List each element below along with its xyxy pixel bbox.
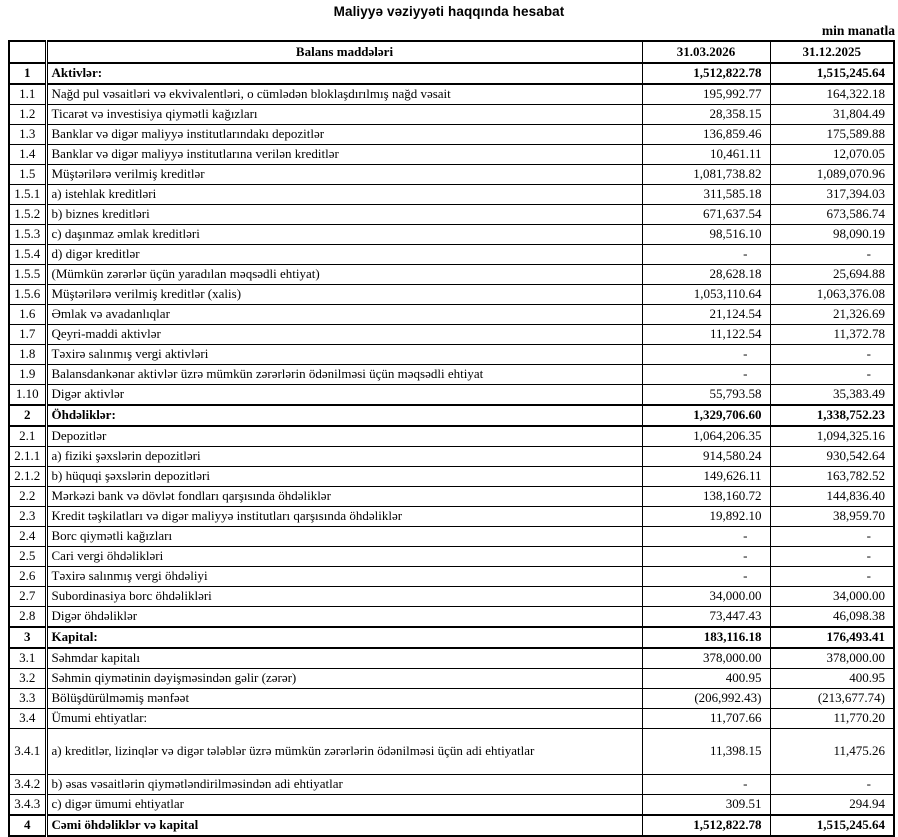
value-cell-31-12-2025: 175,589.88 [770, 125, 894, 145]
row-number-cell: 1.5.3 [9, 225, 46, 245]
value-cell-31-12-2025: - [770, 527, 894, 547]
value-cell-31-03-2026: 11,707.66 [642, 709, 770, 729]
value-cell-31-12-2025: 21,326.69 [770, 305, 894, 325]
row-number-cell: 2.2 [9, 487, 46, 507]
value-cell-31-03-2026: 19,892.10 [642, 507, 770, 527]
value-cell-31-12-2025: 11,770.20 [770, 709, 894, 729]
row-label-cell: Nağd pul vəsaitləri və ekvivalentləri, o cümlədən bloklaşdırılmış nağd vəsait [46, 84, 642, 105]
value-cell-31-03-2026: (206,992.43) [642, 689, 770, 709]
table-header [9, 41, 894, 63]
row-number-cell: 1 [9, 63, 46, 84]
value-cell-31-12-2025: - [770, 775, 894, 795]
row-number-cell: 2.7 [9, 587, 46, 607]
value-cell-31-12-2025: 46,098.38 [770, 607, 894, 628]
balance-sheet-table [8, 40, 895, 837]
value-cell-31-12-2025: 294.94 [770, 795, 894, 816]
row-label-cell: Digər öhdəliklər [46, 607, 642, 628]
row-number-cell: 1.5.6 [9, 285, 46, 305]
value-cell-31-03-2026: - [642, 775, 770, 795]
value-cell-31-03-2026: - [642, 567, 770, 587]
row-number-cell: 2.1.1 [9, 447, 46, 467]
value-cell-31-03-2026: 671,637.54 [642, 205, 770, 225]
row-label-cell: (Mümkün zərərlər üçün yaradılan məqsədli ehtiyat) [46, 265, 642, 285]
value-cell-31-12-2025: 673,586.74 [770, 205, 894, 225]
row-number-cell: 1.9 [9, 365, 46, 385]
row-label-cell: Səhmin qiymətinin dəyişməsindən gəlir (zərər) [46, 669, 642, 689]
value-cell-31-03-2026: 1,053,110.64 [642, 285, 770, 305]
row-number-cell: 1.1 [9, 84, 46, 105]
unit-note: min manatla [821, 23, 895, 38]
value-cell-31-12-2025: - [770, 365, 894, 385]
value-cell-31-03-2026: - [642, 365, 770, 385]
row-label-cell: Balansdankənar aktivlər üzrə mümkün zərərlərin ödənilməsi üçün məqsədli ehtiyat [46, 365, 642, 385]
row-label-cell: Cari vergi öhdəlikləri [46, 547, 642, 567]
value-cell-31-12-2025: 1,063,376.08 [770, 285, 894, 305]
table-row [9, 447, 894, 467]
value-cell-31-12-2025: 317,394.03 [770, 185, 894, 205]
value-cell-31-03-2026: 21,124.54 [642, 305, 770, 325]
page-title: Maliyyə vəziyyəti haqqında hesabat [333, 4, 565, 19]
value-cell-31-12-2025: - [770, 547, 894, 567]
table-row [9, 795, 894, 816]
table-row [9, 125, 894, 145]
row-label-cell: d) digər kreditlər [46, 245, 642, 265]
value-cell-31-12-2025: 176,493.41 [770, 627, 894, 648]
table-row [9, 265, 894, 285]
row-number-cell: 1.6 [9, 305, 46, 325]
table-row [9, 507, 894, 527]
row-number-cell: 2.5 [9, 547, 46, 567]
value-cell-31-03-2026: 195,992.77 [642, 84, 770, 105]
table-row [9, 165, 894, 185]
row-number-cell: 1.5.2 [9, 205, 46, 225]
header-balance-items: Balans maddələri [46, 41, 642, 63]
value-cell-31-03-2026: 914,580.24 [642, 447, 770, 467]
value-cell-31-03-2026: 136,859.46 [642, 125, 770, 145]
table-row [9, 547, 894, 567]
row-label-cell: a) kreditlər, lizinqlər və digər tələblər üzrə mümkün zərərlərin ödənilməsi üçün adi ehtiyatlar [46, 729, 642, 775]
row-label-cell: a) istehlak kreditləri [46, 185, 642, 205]
value-cell-31-12-2025: 11,372.78 [770, 325, 894, 345]
row-label-cell: Subordinasiya borc öhdəlikləri [46, 587, 642, 607]
value-cell-31-12-2025: 25,694.88 [770, 265, 894, 285]
header-date-31-12-2025: 31.12.2025 [770, 41, 894, 63]
row-label-cell: a) fiziki şəxslərin depozitləri [46, 447, 642, 467]
value-cell-31-03-2026: 28,628.18 [642, 265, 770, 285]
table-row [9, 567, 894, 587]
value-cell-31-03-2026: 1,081,738.82 [642, 165, 770, 185]
row-label-cell: Mərkəzi bank və dövlət fondları qarşısında öhdəliklər [46, 487, 642, 507]
row-label-cell: Qeyri-maddi aktivlər [46, 325, 642, 345]
row-label-cell: Depozitlər [46, 426, 642, 447]
row-number-cell: 1.10 [9, 385, 46, 406]
table-body [9, 63, 894, 836]
row-number-cell: 1.2 [9, 105, 46, 125]
table-row [9, 145, 894, 165]
value-cell-31-03-2026: 11,398.15 [642, 729, 770, 775]
value-cell-31-03-2026: 1,512,822.78 [642, 815, 770, 836]
table-row [9, 225, 894, 245]
header-row-number [9, 41, 46, 63]
value-cell-31-03-2026: 1,512,822.78 [642, 63, 770, 84]
table-row [9, 185, 894, 205]
value-cell-31-12-2025: 144,836.40 [770, 487, 894, 507]
row-label-cell: Təxirə salınmış vergi öhdəliyi [46, 567, 642, 587]
table-row [9, 84, 894, 105]
value-cell-31-03-2026: 73,447.43 [642, 607, 770, 628]
value-cell-31-12-2025: 35,383.49 [770, 385, 894, 406]
row-number-cell: 2.4 [9, 527, 46, 547]
row-label-cell: b) əsas vəsaitlərin qiymətləndirilməsindən adi ehtiyatlar [46, 775, 642, 795]
value-cell-31-03-2026: 1,064,206.35 [642, 426, 770, 447]
row-number-cell: 3.1 [9, 648, 46, 669]
row-label-cell: Təxirə salınmış vergi aktivləri [46, 345, 642, 365]
row-label-cell: b) hüquqi şəxslərin depozitləri [46, 467, 642, 487]
table-row [9, 527, 894, 547]
table-row [9, 426, 894, 447]
header-date-31-03-2026: 31.03.2026 [642, 41, 770, 63]
value-cell-31-12-2025: 400.95 [770, 669, 894, 689]
row-label-cell: b) biznes kreditləri [46, 205, 642, 225]
value-cell-31-03-2026: 309.51 [642, 795, 770, 816]
value-cell-31-12-2025: 31,804.49 [770, 105, 894, 125]
table-row [9, 325, 894, 345]
table-row [9, 63, 894, 84]
row-label-cell: Ümumi ehtiyatlar: [46, 709, 642, 729]
value-cell-31-12-2025: (213,677.74) [770, 689, 894, 709]
table-row [9, 345, 894, 365]
row-number-cell: 2.6 [9, 567, 46, 587]
table-row [9, 285, 894, 305]
value-cell-31-12-2025: 163,782.52 [770, 467, 894, 487]
row-number-cell: 2.8 [9, 607, 46, 628]
value-cell-31-12-2025: 378,000.00 [770, 648, 894, 669]
row-number-cell: 3.4.2 [9, 775, 46, 795]
row-number-cell: 1.8 [9, 345, 46, 365]
row-label-cell: Banklar və digər maliyyə institutlarına verilən kreditlər [46, 145, 642, 165]
table-row [9, 305, 894, 325]
value-cell-31-03-2026: - [642, 245, 770, 265]
row-number-cell: 2 [9, 405, 46, 426]
value-cell-31-03-2026: 183,116.18 [642, 627, 770, 648]
row-label-cell: Kredit təşkilatları və digər maliyyə institutları qarşısında öhdəliklər [46, 507, 642, 527]
table-row [9, 467, 894, 487]
table-row [9, 385, 894, 406]
row-number-cell: 1.5.4 [9, 245, 46, 265]
table-row [9, 669, 894, 689]
value-cell-31-12-2025: 164,322.18 [770, 84, 894, 105]
value-cell-31-12-2025: - [770, 245, 894, 265]
value-cell-31-03-2026: 311,585.18 [642, 185, 770, 205]
value-cell-31-12-2025: 1,089,070.96 [770, 165, 894, 185]
value-cell-31-03-2026: 1,329,706.60 [642, 405, 770, 426]
row-label-cell: Banklar və digər maliyyə institutlarındakı depozitlər [46, 125, 642, 145]
value-cell-31-12-2025: 1,094,325.16 [770, 426, 894, 447]
value-cell-31-12-2025: 34,000.00 [770, 587, 894, 607]
table-row [9, 607, 894, 628]
value-cell-31-12-2025: 38,959.70 [770, 507, 894, 527]
row-number-cell: 2.3 [9, 507, 46, 527]
table-row [9, 205, 894, 225]
row-label-cell: Öhdəliklər: [46, 405, 642, 426]
value-cell-31-12-2025: 1,515,245.64 [770, 815, 894, 836]
table-row [9, 105, 894, 125]
table-row [9, 365, 894, 385]
row-label-cell: Bölüşdürülməmiş mənfəət [46, 689, 642, 709]
value-cell-31-03-2026: 378,000.00 [642, 648, 770, 669]
value-cell-31-12-2025: - [770, 567, 894, 587]
row-number-cell: 3.4.3 [9, 795, 46, 816]
row-label-cell: Müştərilərə verilmiş kreditlər (xalis) [46, 285, 642, 305]
value-cell-31-03-2026: 34,000.00 [642, 587, 770, 607]
value-cell-31-12-2025: 1,338,752.23 [770, 405, 894, 426]
value-cell-31-03-2026: 55,793.58 [642, 385, 770, 406]
value-cell-31-12-2025: 1,515,245.64 [770, 63, 894, 84]
row-label-cell: Əmlak və avadanlıqlar [46, 305, 642, 325]
row-label-cell: Kapital: [46, 627, 642, 648]
value-cell-31-03-2026: 11,122.54 [642, 325, 770, 345]
row-label-cell: Cəmi öhdəliklər və kapital [46, 815, 642, 836]
value-cell-31-03-2026: - [642, 527, 770, 547]
row-number-cell: 4 [9, 815, 46, 836]
row-number-cell: 1.5.1 [9, 185, 46, 205]
value-cell-31-03-2026: 28,358.15 [642, 105, 770, 125]
value-cell-31-12-2025: - [770, 345, 894, 365]
table-row [9, 587, 894, 607]
table-row [9, 729, 894, 775]
row-label-cell: Borc qiymətli kağızları [46, 527, 642, 547]
row-label-cell: c) daşınmaz əmlak kreditləri [46, 225, 642, 245]
value-cell-31-03-2026: 138,160.72 [642, 487, 770, 507]
row-number-cell: 1.4 [9, 145, 46, 165]
value-cell-31-03-2026: - [642, 345, 770, 365]
value-cell-31-03-2026: 149,626.11 [642, 467, 770, 487]
row-label-cell: Aktivlər: [46, 63, 642, 84]
row-label-cell: Müştərilərə verilmiş kreditlər [46, 165, 642, 185]
table-row [9, 648, 894, 669]
row-number-cell: 1.5.5 [9, 265, 46, 285]
row-number-cell: 3 [9, 627, 46, 648]
value-cell-31-03-2026: - [642, 547, 770, 567]
row-number-cell: 2.1.2 [9, 467, 46, 487]
value-cell-31-03-2026: 10,461.11 [642, 145, 770, 165]
table-row [9, 405, 894, 426]
row-number-cell: 1.3 [9, 125, 46, 145]
value-cell-31-12-2025: 12,070.05 [770, 145, 894, 165]
row-number-cell: 2.1 [9, 426, 46, 447]
value-cell-31-12-2025: 98,090.19 [770, 225, 894, 245]
row-number-cell: 1.7 [9, 325, 46, 345]
row-number-cell: 3.4.1 [9, 729, 46, 775]
row-number-cell: 3.4 [9, 709, 46, 729]
row-label-cell: Digər aktivlər [46, 385, 642, 406]
row-label-cell: c) digər ümumi ehtiyatlar [46, 795, 642, 816]
row-number-cell: 3.2 [9, 669, 46, 689]
table-row [9, 245, 894, 265]
value-cell-31-03-2026: 98,516.10 [642, 225, 770, 245]
row-label-cell: Səhmdar kapitalı [46, 648, 642, 669]
row-number-cell: 1.5 [9, 165, 46, 185]
table-row [9, 627, 894, 648]
table-header-row [9, 41, 894, 63]
table-row [9, 689, 894, 709]
value-cell-31-12-2025: 11,475.26 [770, 729, 894, 775]
value-cell-31-03-2026: 400.95 [642, 669, 770, 689]
row-number-cell: 3.3 [9, 689, 46, 709]
value-cell-31-12-2025: 930,542.64 [770, 447, 894, 467]
table-row [9, 487, 894, 507]
table-row [9, 709, 894, 729]
table-row [9, 775, 894, 795]
row-label-cell: Ticarət və investisiya qiymətli kağızları [46, 105, 642, 125]
table-row [9, 815, 894, 836]
